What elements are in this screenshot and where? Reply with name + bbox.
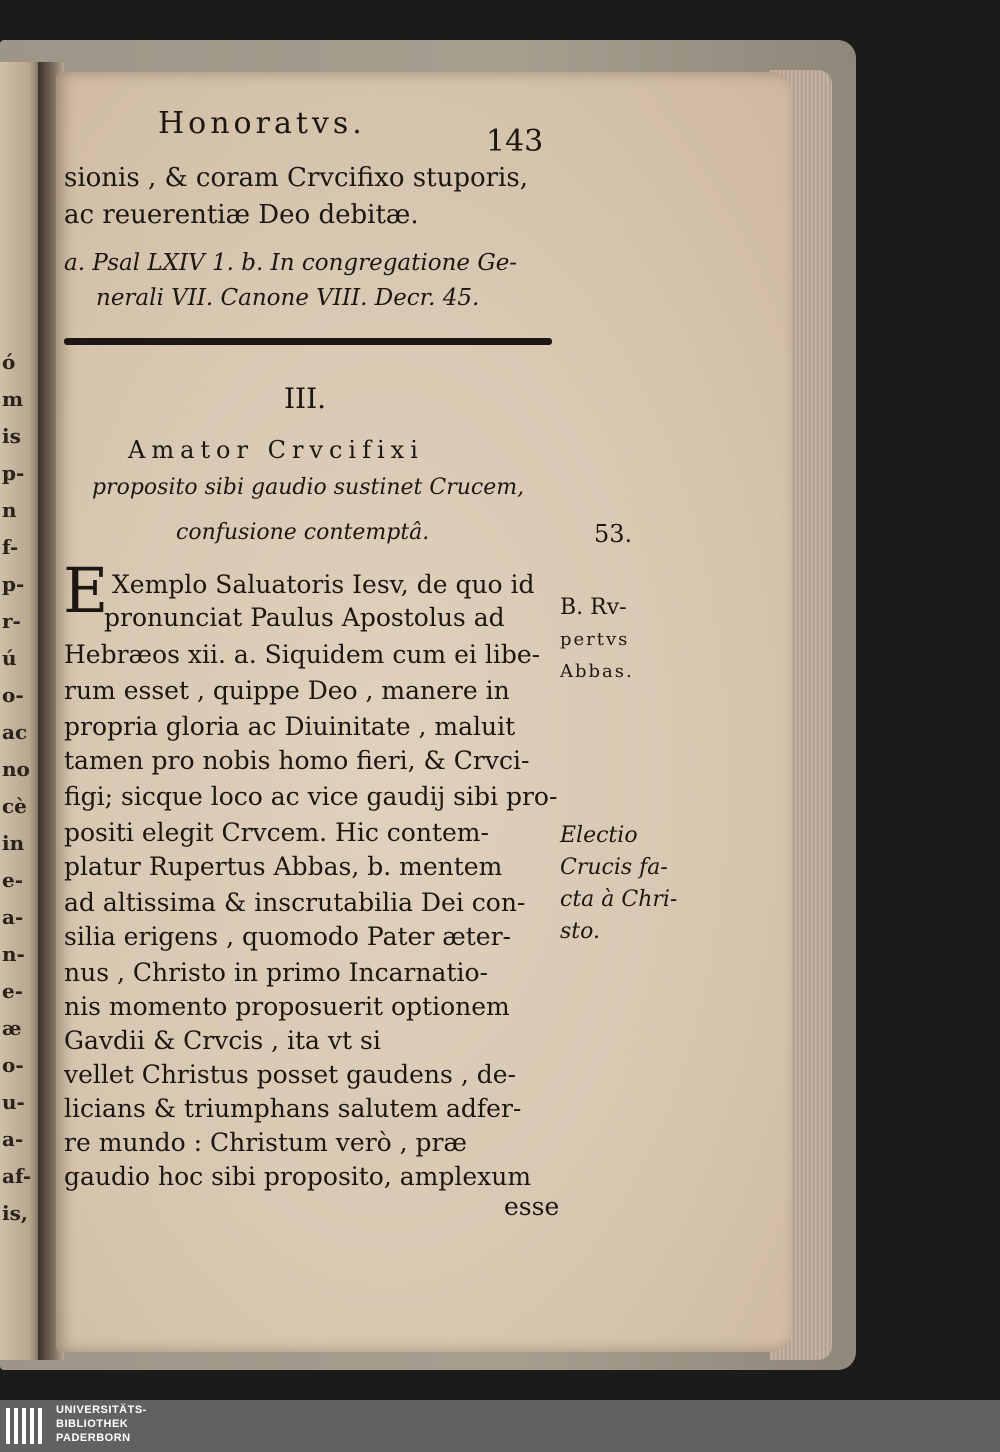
margin-note-line: sto. <box>560 919 600 944</box>
left-page-edge <box>0 62 42 1360</box>
margin-note <box>560 592 634 688</box>
section-subtitle: confusione contemptâ. <box>176 520 430 545</box>
left-page-fragment: f- <box>2 535 19 559</box>
footer-label-line: PADERBORN <box>56 1432 131 1444</box>
body-text-line: ad altissima & inscrutabilia Dei con- <box>64 888 526 917</box>
left-page-fragment: æ <box>2 1016 22 1040</box>
footnote-line: a. Psal LXIV 1. b. In congregatione Ge- <box>64 250 518 276</box>
left-page-fragment: p- <box>2 461 25 485</box>
left-page-fragment: ó <box>2 350 16 374</box>
left-page-fragment: n- <box>2 942 25 966</box>
section-divider <box>64 338 552 345</box>
left-page-fragment: a- <box>2 1127 24 1151</box>
body-text-line: propria gloria ac Diuinitate , maluit <box>64 712 516 741</box>
footer-bar <box>0 1400 1000 1452</box>
left-page-fragment: in <box>2 831 25 855</box>
margin-note-line: Abbas. <box>560 661 634 682</box>
left-page-fragment: r- <box>2 609 21 633</box>
margin-note-line: Crucis fa- <box>560 855 668 880</box>
left-page-fragment: p- <box>2 572 25 596</box>
left-page-fragment: m <box>2 387 24 411</box>
page-number: 143 <box>486 124 544 159</box>
left-page-fragment: o- <box>2 1053 24 1077</box>
body-text-line: pronunciat Paulus Apostolus ad <box>104 603 505 632</box>
body-text-line: Hebræos xii. a. Siquidem cum ei libe- <box>64 640 541 669</box>
margin-note-line: Electio <box>560 823 638 848</box>
body-text-line: figi; sicque loco ac vice gaudij sibi pro- <box>64 782 558 811</box>
body-text-line: rum esset , quippe Deo , manere in <box>64 676 510 705</box>
margin-note-line: B. Rv- <box>560 595 627 620</box>
left-page-fragment: is, <box>2 1201 28 1225</box>
footnote-line: nerali VII. Canone VIII. Decr. 45. <box>96 285 480 311</box>
left-page-fragment: u- <box>2 1090 25 1114</box>
margin-note-line: cta à Chri- <box>560 887 678 912</box>
section-side-number: 53. <box>594 520 633 548</box>
left-page-fragment: is <box>2 424 21 448</box>
footer-label-line: UNIVERSITÄTS- <box>56 1404 147 1416</box>
left-page-fragment: no <box>2 757 30 781</box>
left-page-fragment: af- <box>2 1164 32 1188</box>
left-page-fragment: ú <box>2 646 17 670</box>
footer-label-line: BIBLIOTHEK <box>56 1418 129 1430</box>
body-text-line: platur Rupertus Abbas, b. mentem <box>64 852 503 881</box>
body-text-line: vellet Christus posset gaudens , de- <box>64 1060 516 1089</box>
body-text-line: re mundo : Christum verò , præ <box>64 1128 467 1157</box>
body-text-line: Gavdii & Crvcis , ita vt si <box>64 1026 381 1055</box>
drop-capital: E <box>63 554 109 627</box>
left-page-fragment: e- <box>2 868 24 892</box>
text-line: ac reuerentiæ Deo debitæ. <box>64 200 419 230</box>
left-page-fragment: ac <box>2 720 28 744</box>
body-text-line: nus , Christo in primo Incarnatio- <box>64 958 488 987</box>
body-text-line: Xemplo Saluatoris Iesv, de quo id <box>112 570 535 599</box>
section-subtitle: proposito sibi gaudio sustinet Crucem, <box>92 475 525 500</box>
margin-note <box>560 820 677 948</box>
body-text-line: licians & triumphans salutem adfer- <box>64 1094 522 1123</box>
margin-note-line: pertvs <box>560 629 630 650</box>
left-page-fragment: o- <box>2 683 24 707</box>
body-text-line: positi elegit Crvcem. Hic contem- <box>64 818 489 847</box>
left-page-fragment: n <box>2 498 17 522</box>
section-title: Amator Crvcifixi <box>128 436 424 464</box>
text-line: sionis , & coram Crvcifixo stuporis, <box>64 163 528 193</box>
left-page-fragment: a- <box>2 905 24 929</box>
running-title: Honoratvs. <box>158 106 366 141</box>
left-page-fragment: cè <box>2 794 27 818</box>
body-text-line: nis momento proposuerit optionem <box>64 992 510 1021</box>
body-text-line: gaudio hoc sibi proposito, amplexum <box>64 1162 532 1191</box>
left-page-fragment: e- <box>2 979 24 1003</box>
body-text-line: tamen pro nobis homo fieri, & Crvci- <box>64 746 530 775</box>
body-text-line: silia erigens , quomodo Pater æter- <box>64 922 511 951</box>
section-number: III. <box>284 382 327 415</box>
library-logo-icon <box>0 1402 50 1450</box>
body-text-line: esse <box>504 1192 560 1221</box>
